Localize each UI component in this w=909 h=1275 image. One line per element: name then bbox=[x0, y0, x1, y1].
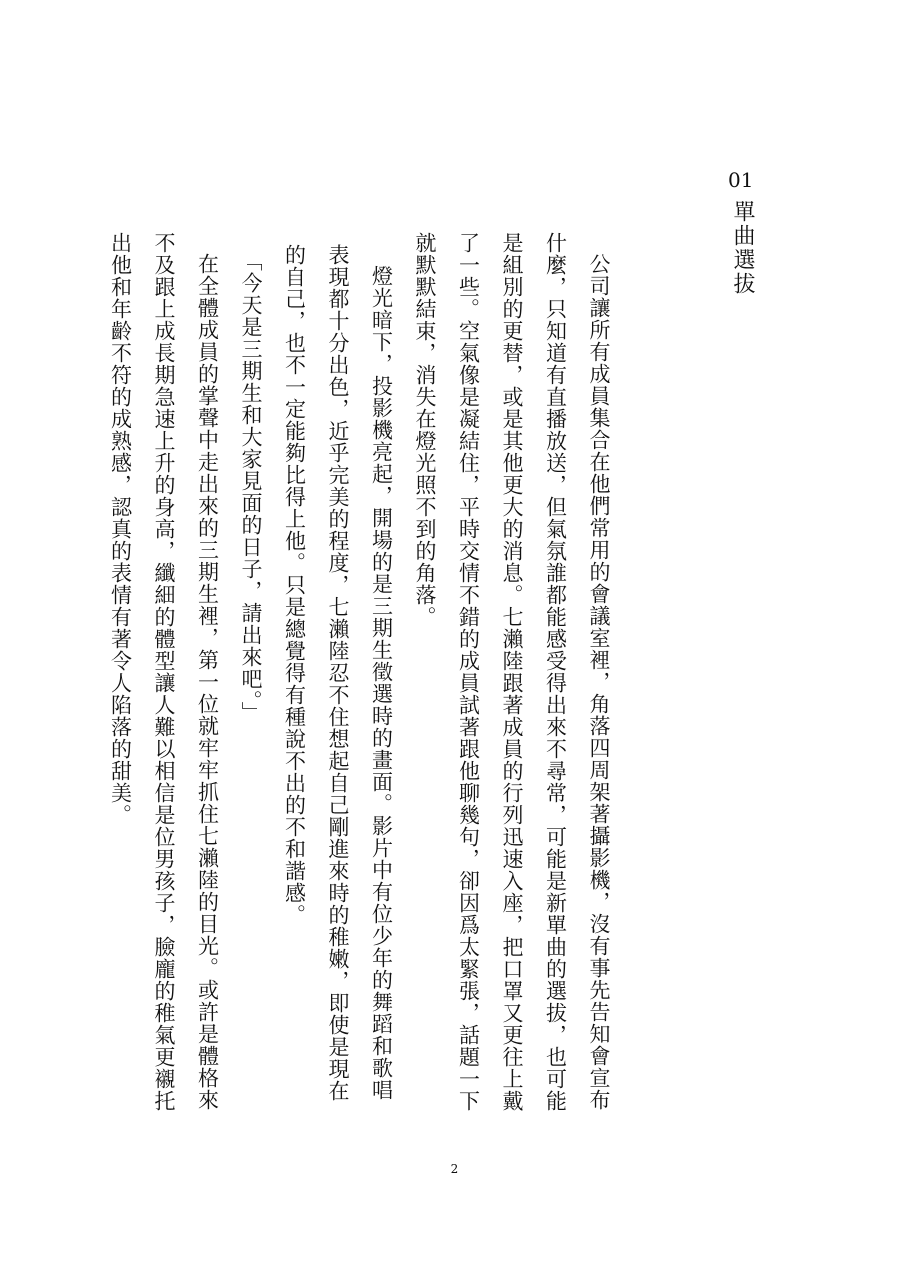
page-number: 2 bbox=[450, 1162, 459, 1176]
paragraph-1: 公司讓所有成員集合在他們常用的會議室裡，角落四周架著攝影機，沒有事先告知會宣布什麼，只知道有直播放送，但氣氛誰都能感受得出來不尋常，可能是新單曲的選拔，也可能是組別的更替，或是其他更大的消息。七瀨陸跟著成員的行列迅速入座，把口罩又更往上戴了一些。空氣像是凝結住，平時交情不錯的成員試著跟他聊幾句，卻因爲太緊張，話題一下就默默結束，消失在燈光照不到的角落。 bbox=[413, 232, 611, 1112]
chapter-number: 01 bbox=[728, 168, 754, 192]
chapter-title: 單曲選拔 bbox=[730, 200, 755, 296]
body-text bbox=[108, 232, 620, 1122]
paragraph-2: 燈光暗下，投影機亮起，開場的是三期生徵選時的畫面。影片中有位少年的舞蹈和歌唱表現都十分出色，近乎完美的程度，七瀨陸忍不住想起自己剛進來時的稚嫩，即使是現在的自己，也不一定能夠比得上他。只是總覺得有種說不出的不和諧感。 bbox=[282, 244, 394, 1102]
paragraph-3: 在全體成員的掌聲中走出來的三期生裡，第一位就牢牢抓住七瀨陸的目光。或許是體格來不及跟上成長期急速上升的身高，纖細的體型讓人難以相信是位男孩子，臉龐的稚氣更襯托出他和年齡不符的成熟感，認真的表情有著令人陷落的甜美。 bbox=[108, 232, 220, 1112]
dialogue-quote: 「今天是三期生和大家見面的日子，請出來吧。」 bbox=[239, 250, 263, 724]
